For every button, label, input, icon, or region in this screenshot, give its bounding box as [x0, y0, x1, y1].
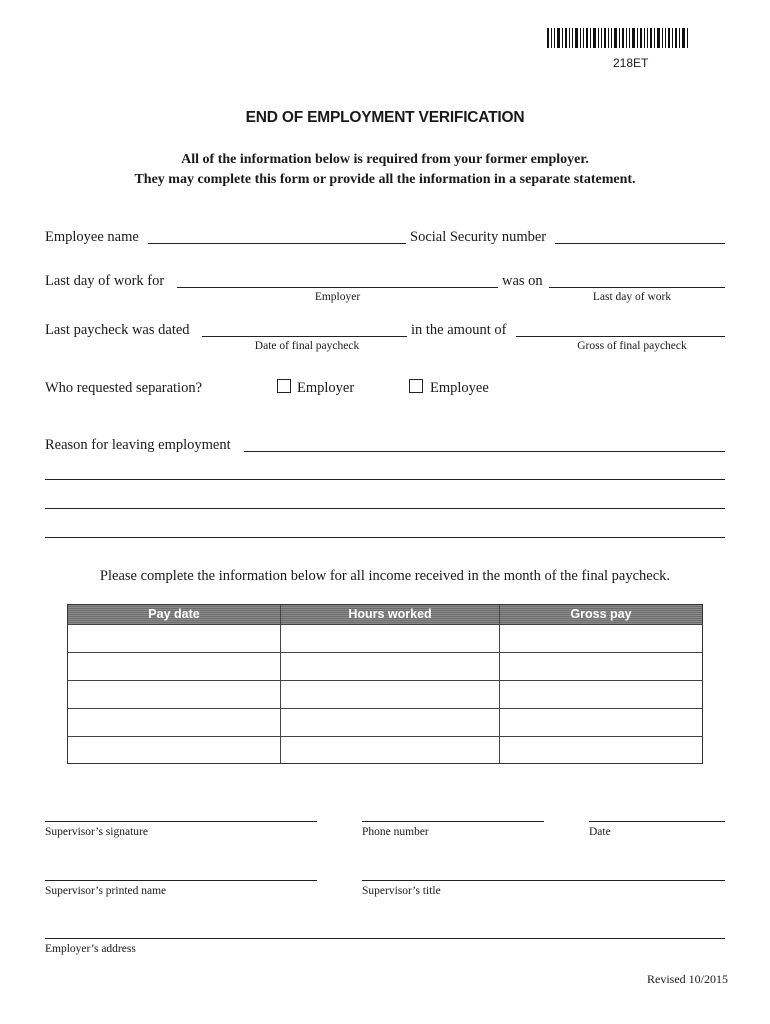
hours-worked-cell[interactable]	[281, 653, 500, 680]
supervisor-printed-name-label: Supervisor’s printed name	[45, 885, 167, 897]
final-paycheck-date-field[interactable]	[202, 336, 407, 337]
table-row	[68, 736, 702, 763]
supervisor-printed-name-field[interactable]	[45, 880, 317, 881]
employee-name-label: Employee name	[45, 229, 139, 245]
column-header-gross-pay: Gross pay	[570, 607, 632, 621]
column-header-hours-worked: Hours worked	[281, 605, 500, 624]
pay-date-cell[interactable]	[68, 737, 281, 763]
gross-pay-cell[interactable]	[500, 681, 702, 708]
pay-date-cell[interactable]	[68, 653, 281, 680]
employer-sublabel: Employer	[314, 291, 361, 303]
employee-name-field[interactable]	[148, 243, 406, 244]
employee-option-label: Employee	[430, 380, 489, 396]
column-header-pay-date: Pay date	[68, 605, 281, 624]
intro-line-2: They may complete this form or provide all the information in a separate statement.	[134, 172, 636, 187]
who-requested-label: Who requested separation?	[45, 380, 203, 396]
supervisor-signature-label: Supervisor’s signature	[45, 826, 148, 838]
employer-field[interactable]	[177, 287, 498, 288]
supervisor-signature-field[interactable]	[45, 821, 317, 822]
income-table-header	[68, 605, 702, 624]
employer-option-label: Employer	[297, 380, 355, 396]
supervisor-title-field[interactable]	[362, 880, 725, 881]
gross-final-paycheck-sublabel: Gross of final paycheck	[577, 340, 687, 352]
last-paycheck-label: Last paycheck was dated	[45, 322, 190, 338]
reason-field-line-2[interactable]	[45, 479, 725, 480]
income-table	[67, 604, 703, 764]
table-row	[68, 624, 702, 652]
hours-worked-cell[interactable]	[281, 625, 500, 652]
date-field[interactable]	[589, 821, 725, 822]
employer-address-field[interactable]	[45, 938, 725, 939]
employee-checkbox[interactable]	[409, 379, 423, 393]
last-day-work-for-label: Last day of work for	[45, 273, 165, 289]
final-paycheck-date-sublabel: Date of final paycheck	[254, 340, 360, 352]
ssn-field[interactable]	[555, 243, 725, 244]
table-row	[68, 680, 702, 708]
income-instruction: Please complete the information below for all income received in the month of the final paycheck.	[99, 568, 671, 584]
gross-pay-cell[interactable]	[500, 737, 702, 763]
form-code: 218ET	[613, 56, 649, 70]
barcode	[547, 28, 719, 48]
employer-checkbox[interactable]	[277, 379, 291, 393]
ssn-label: Social Security number	[410, 229, 547, 245]
gross-pay-cell[interactable]	[500, 709, 702, 736]
pay-date-cell[interactable]	[68, 625, 281, 652]
revised-date: Revised 10/2015	[647, 972, 728, 986]
hours-worked-cell[interactable]	[281, 737, 500, 763]
table-row	[68, 708, 702, 736]
supervisor-title-label: Supervisor’s title	[362, 885, 441, 897]
last-day-field[interactable]	[549, 287, 725, 288]
date-label: Date	[589, 826, 611, 838]
table-row	[68, 652, 702, 680]
was-on-label: was on	[502, 273, 543, 289]
reason-field-line-3[interactable]	[45, 508, 725, 509]
gross-final-paycheck-field[interactable]	[516, 336, 725, 337]
page-title: END OF EMPLOYMENT VERIFICATION	[245, 109, 525, 126]
reason-leaving-label: Reason for leaving employment	[45, 437, 231, 453]
hours-worked-cell[interactable]	[281, 709, 500, 736]
reason-field-line-4[interactable]	[45, 537, 725, 538]
reason-field-line-1[interactable]	[244, 451, 725, 452]
hours-worked-cell[interactable]	[281, 681, 500, 708]
pay-date-cell[interactable]	[68, 681, 281, 708]
pay-date-cell[interactable]	[68, 709, 281, 736]
phone-number-field[interactable]	[362, 821, 544, 822]
phone-number-label: Phone number	[362, 826, 429, 838]
employer-address-label: Employer’s address	[45, 943, 136, 955]
gross-pay-cell[interactable]	[500, 625, 702, 652]
gross-pay-cell[interactable]	[500, 653, 702, 680]
last-day-sublabel: Last day of work	[592, 291, 672, 303]
in-amount-of-label: in the amount of	[411, 322, 507, 338]
intro-line-1: All of the information below is required from your former employer.	[181, 152, 589, 167]
